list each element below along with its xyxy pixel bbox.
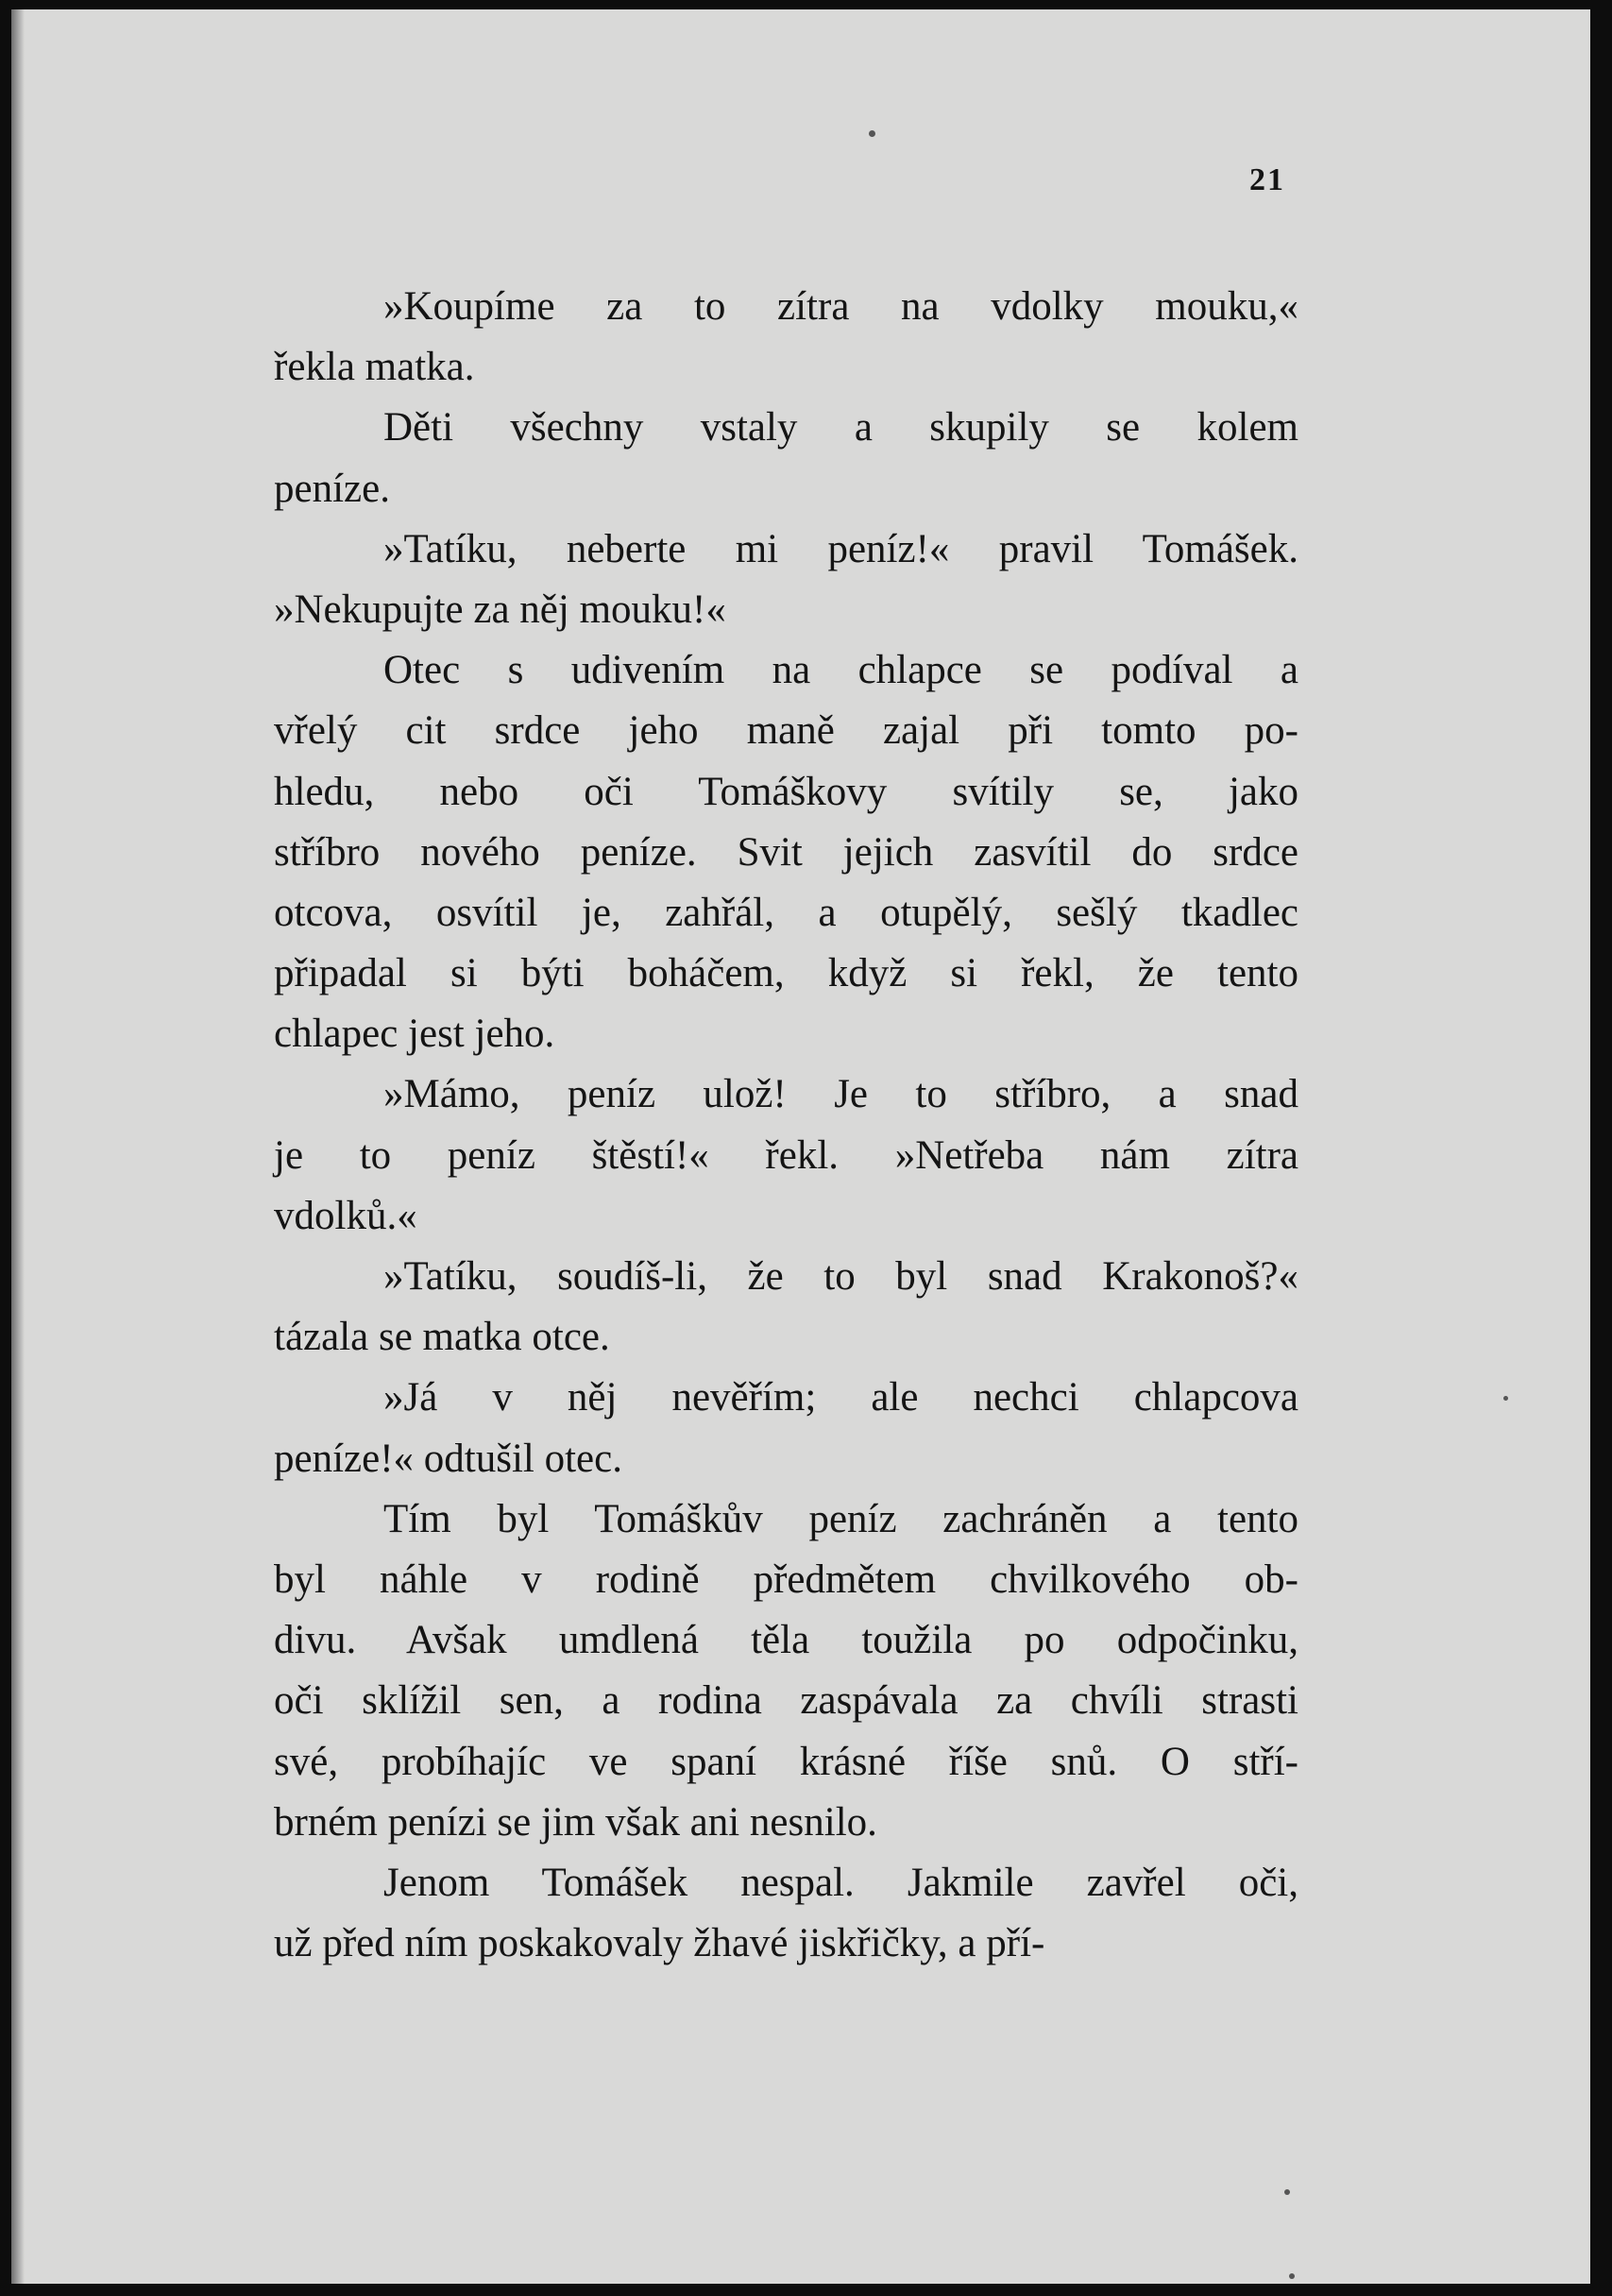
paper-speck	[1284, 2189, 1290, 2195]
text-line: své, probíhajíc ve spaní krásné říše snů. O stří-	[274, 1739, 1298, 1784]
text-line: »Mámo, peníz ulož! Je to stříbro, a snad	[383, 1072, 1298, 1117]
text-line: Děti všechny vstaly a skupily se kolem	[383, 405, 1298, 451]
text-line: peníze!« odtušil otec.	[274, 1436, 622, 1481]
text-line: tázala se matka otce.	[274, 1315, 610, 1360]
text-line: divu. Avšak umdlená těla toužila po odpočinku,	[274, 1618, 1298, 1663]
text-line: »Nekupujte za něj mouku!«	[274, 587, 726, 632]
text-line: je to peníz štěstí!« řekl. »Netřeba nám zítra	[274, 1132, 1298, 1178]
page-number: 21	[1249, 162, 1285, 197]
page-edge-shadow	[11, 9, 25, 2284]
page-body-text	[274, 277, 1298, 1974]
text-line: peníze.	[274, 466, 390, 511]
text-line: chlapec jest jeho.	[274, 1012, 555, 1057]
text-line: »Tatíku, soudíš-li, že to byl snad Krakonoš?«	[383, 1254, 1298, 1299]
paragraph	[274, 277, 1298, 398]
text-line: »Tatíku, neberte mi peníz!« pravil Tomášek.	[383, 526, 1298, 571]
text-line: byl náhle v rodině předmětem chvilkového ob-	[274, 1556, 1298, 1602]
text-line: vřelý cit srdce jeho maně zajal při tomto po-	[274, 708, 1298, 754]
text-line: Otec s udivením na chlapce se podíval a	[383, 648, 1298, 693]
paragraph	[274, 640, 1298, 1064]
text-line: hledu, nebo oči Tomáškovy svítily se, jako	[274, 769, 1298, 814]
text-line: oči sklížil sen, a rodina zaspávala za chvíli strasti	[274, 1678, 1298, 1724]
text-line: brném penízi se jim však ani nesnilo.	[274, 1799, 877, 1845]
text-line: Jenom Tomášek nespal. Jakmile zavřel oči,	[383, 1860, 1298, 1905]
text-line: otcova, osvítil je, zahřál, a otupělý, sešlý tkadlec	[274, 890, 1298, 935]
text-line: řekla matka.	[274, 345, 475, 390]
paragraph	[274, 1853, 1298, 1974]
text-line: Tím byl Tomáškův peníz zachráněn a tento	[383, 1496, 1298, 1541]
paragraph	[274, 1368, 1298, 1488]
paragraph	[274, 519, 1298, 640]
paragraph	[274, 398, 1298, 519]
paragraph	[274, 1247, 1298, 1368]
paragraph	[274, 1489, 1298, 1853]
text-line: připadal si býti boháčem, když si řekl, že tento	[274, 951, 1298, 996]
text-line: už před ním poskakovaly žhavé jiskřičky, a pří-	[274, 1921, 1045, 1966]
paper-speck	[1503, 1396, 1508, 1401]
text-line: »Koupíme za to zítra na vdolky mouku,«	[383, 284, 1298, 329]
text-line: stříbro nového peníze. Svit jejich zasvítil do srdce	[274, 829, 1298, 875]
text-line: »Já v něj nevěřím; ale nechci chlapcova	[383, 1375, 1298, 1420]
paragraph	[274, 1064, 1298, 1247]
text-line: vdolků.«	[274, 1193, 417, 1238]
paper-speck	[1289, 2273, 1295, 2279]
paper-speck	[869, 130, 875, 137]
book-page	[11, 9, 1590, 2284]
